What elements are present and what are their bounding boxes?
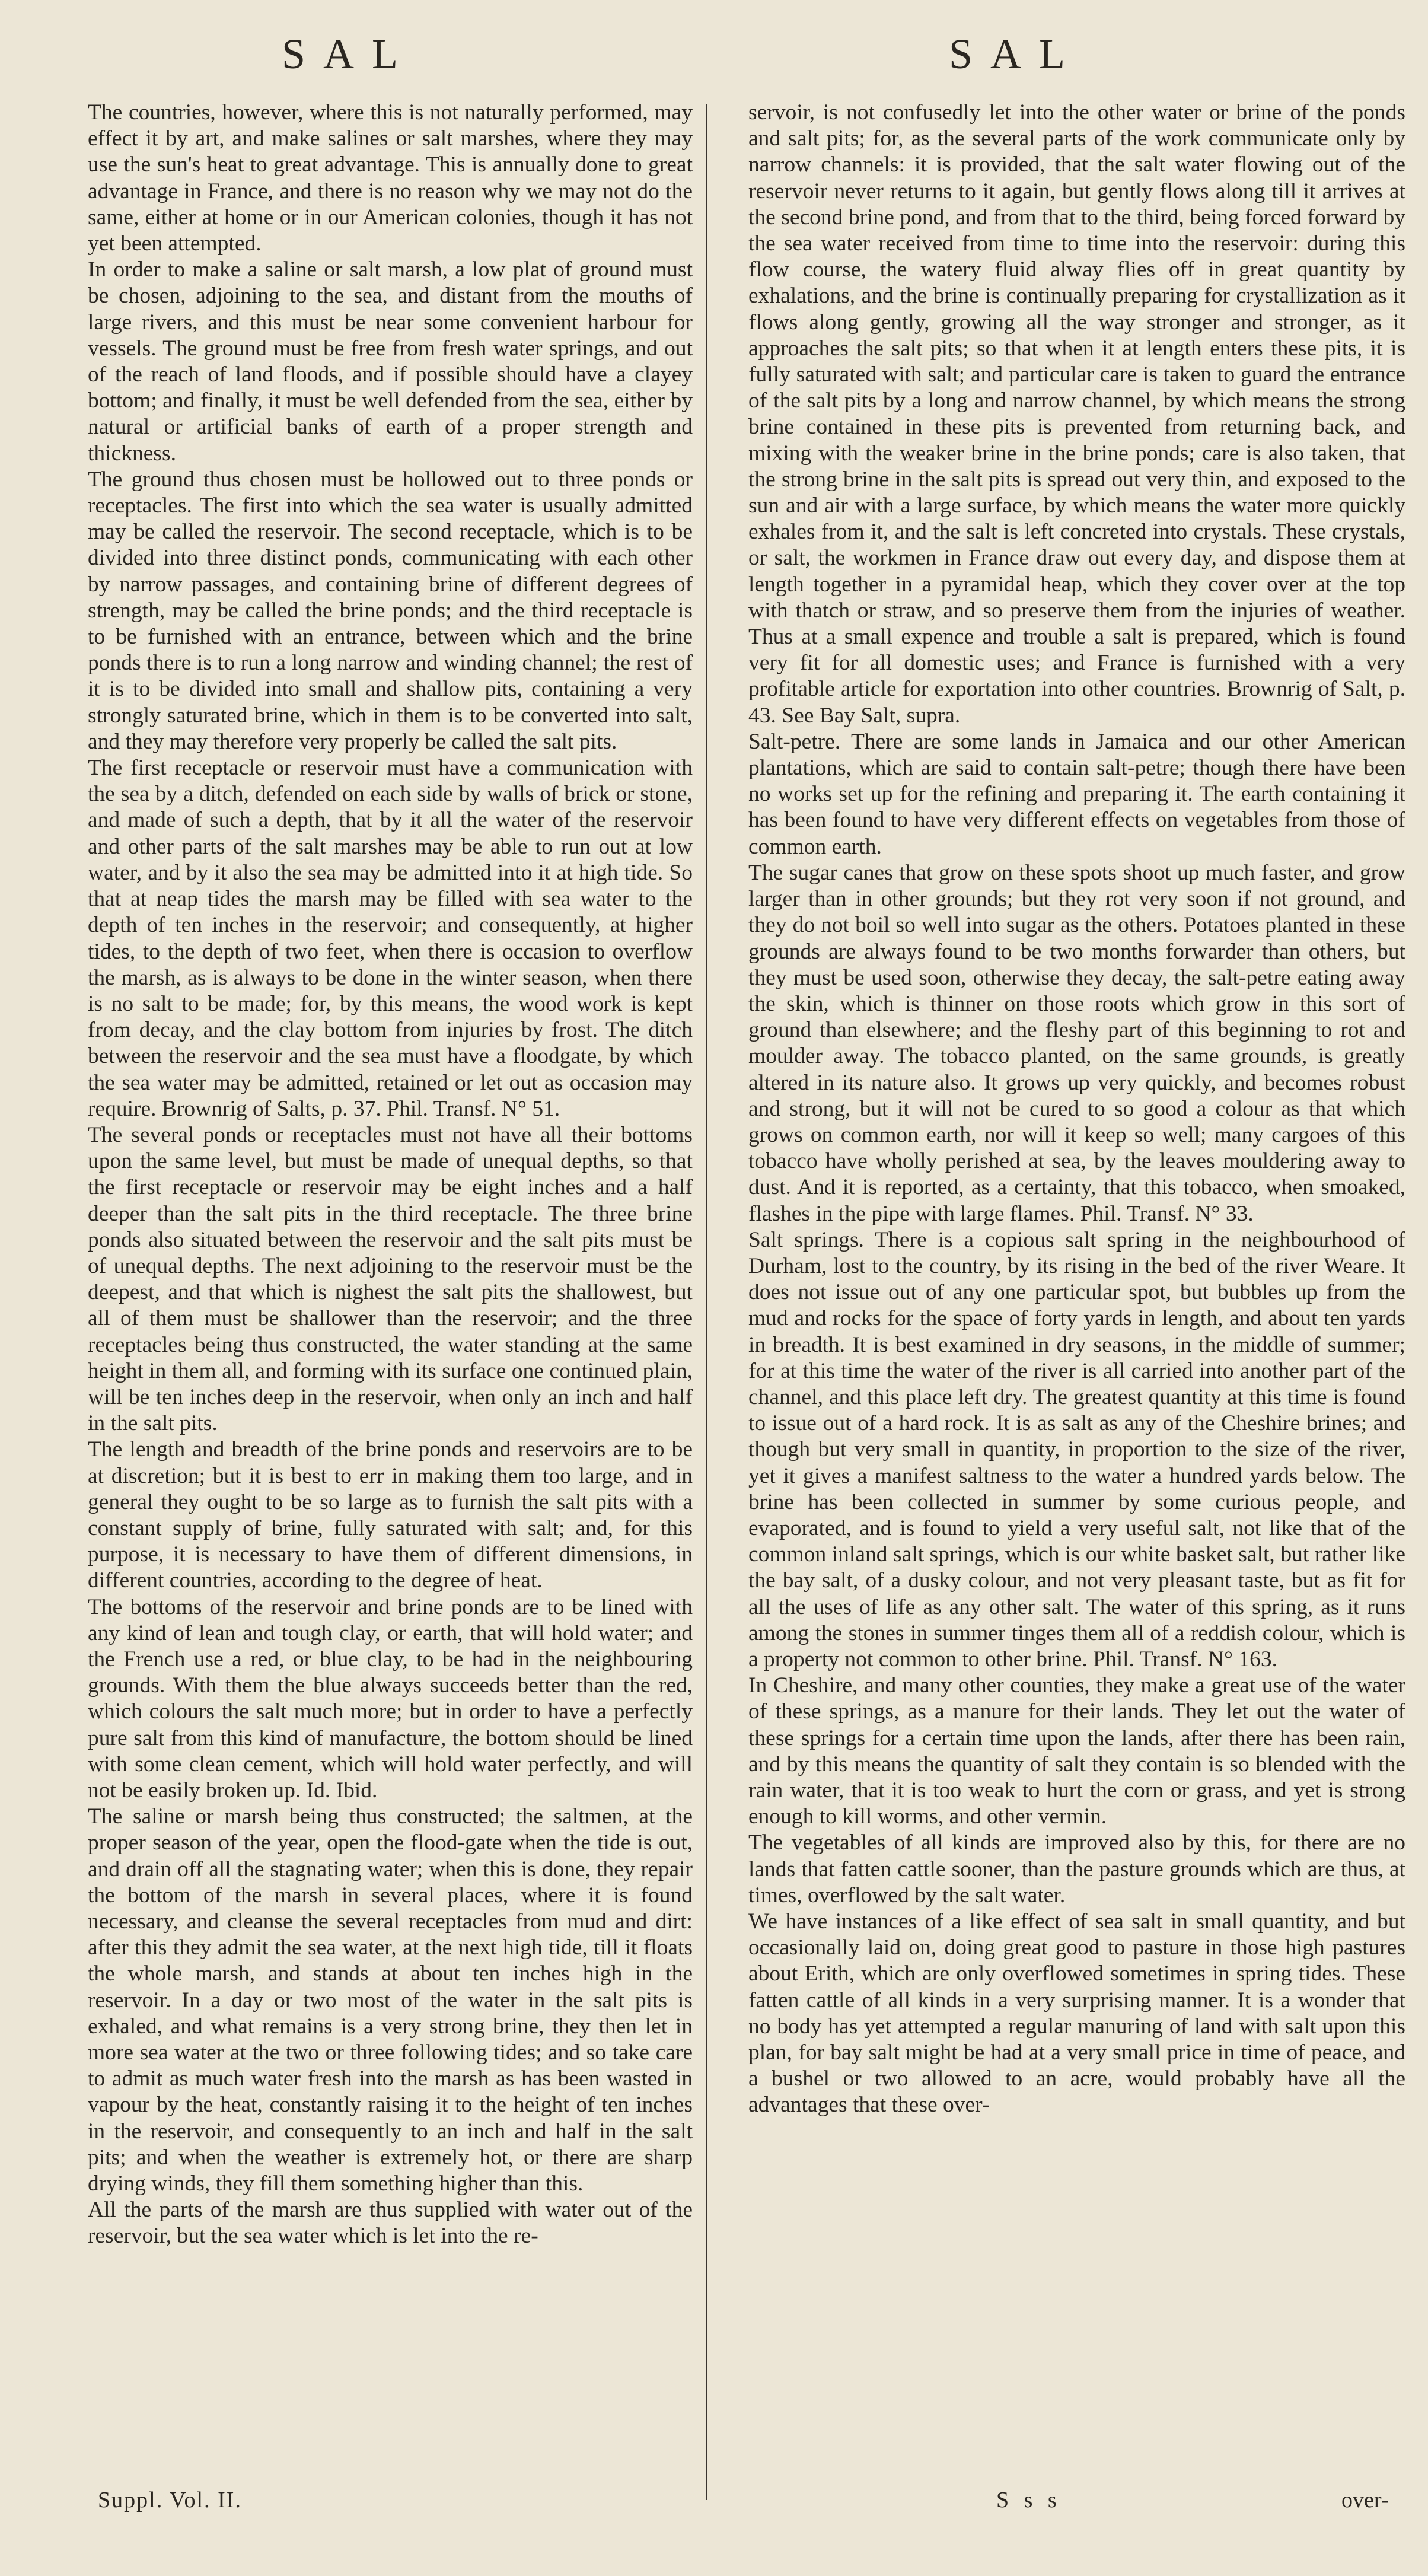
left-column: [88, 100, 693, 2466]
paragraph: We have instances of a like effect of sea salt in small quantity, and but occasionally laid on, doing great good to pasture in those high pastures about Erith, which are only overflowed sometimes in spring tides. These fatten cattle of all kinds in a very surprising manner. It is a wonder that no body has yet attempted a regular manuring of land with salt upon this plan, for bay salt might be had at a very small price in time of peace, and a bushel or two allowed to an acre, would probably have all the advantages that these over-: [748, 1909, 1405, 2118]
entry-salt-petre: Salt-petre. There are some lands in Jamaica and our other American plantations, which are said to contain salt-petre; though there have been no works set up for the refining and preparing it. The earth containing it has been found to have very different effects on vegetables from those of common earth.: [748, 729, 1405, 859]
paragraph: The bottoms of the reservoir and brine ponds are to be lined with any kind of lean and tough clay, or earth, that will hold water; and the French use a red, or blue clay, to be had in the neighbouring grounds. With them the blue always succeeds better than the red, which colours the salt much more; but in order to have a perfectly pure salt from this kind of manufacture, the bottom should be lined with some clean cement, which will hold water perfectly, and will not be easily broken up. Id. Ibid.: [88, 1594, 693, 1803]
paragraph: The length and breadth of the brine ponds and reservoirs are to be at discretion; but it is best to err in making them too large, and in general they ought to be so large as to furnish the salt pits with a constant supply of brine, fully saturated with salt; and, for this purpose, it is necessary to have them of different dimensions, in different countries, according to the degree of heat.: [88, 1437, 693, 1593]
paragraph: The saline or marsh being thus constructed; the saltmen, at the proper season of the year, open the flood-gate when the tide is out, and drain off all the stagnating water; when this is done, they repair the bottom of the marsh in several places, where it is found necessary, and cleanse the several receptacles from mud and dirt: after this they admit the sea water, at the next high tide, till it floats the whole marsh, and stands at about ten inches high in the reservoir. In a day or two most of the water in the salt pits is exhaled, and what remains is a very strong brine, they then let in more sea water at the two or three following tides; and so take care to admit as much water fresh into the marsh as has been wasted in vapour by the heat, constantly raising it to the height of ten inches in the reservoir, and consequently to an inch and half in the salt pits; and when the weather is extremely hot, or there are sharp drying winds, they fill them something higher than this.: [88, 1804, 693, 2196]
entry-salt-springs: Salt springs. There is a copious salt spring in the neighbourhood of Durham, lost to the country, by its rising in the bed of the river Weare. It does not issue out of any one particular spot, but bubbles up from the mud and rocks for the space of forty yards in length, and about ten yards in breadth. It is best examined in dry seasons, in the middle of summer; for at this time the water of the river is all carried into another part of the channel, and this place left dry. The greatest quantity at this time is found to issue out of a hard rock. It is as salt as any of the Cheshire brines; and though but very small in quantity, in proportion to the size of the river, yet it gives a manifest saltness to the water a hundred yards below. The brine has been collected in summer by some curious people, and evaporated, and is found to yield a very useful salt, not like that of the common inland salt springs, which is our white basket salt, but rather like the bay salt, of a dusky colour, and not very pleasant taste, but as fit for all the uses of life as any other salt. The water of this spring, as it runs among the stones in summer tinges them all of a reddish colour, which is a property not common to other brine. Phil. Transf. N° 163.: [748, 1227, 1405, 1671]
running-head-right: SAL: [949, 30, 1083, 78]
right-column: [748, 100, 1405, 2466]
paragraph: The ground thus chosen must be hollowed out to three ponds or receptacles. The first into which the sea water is usually admitted may be called the reservoir. The second receptacle, which is to be divided into three distinct ponds, communicating with each other by narrow passages, and containing brine of different degrees of strength, may be called the brine ponds; and the third receptacle is to be furnished with an entrance, between which and the brine ponds there is to run a long narrow and winding channel; the rest of it is to be divided into small and shallow pits, containing a very strongly saturated brine, which in them is to be converted into salt, and they may therefore very properly be called the salt pits.: [88, 467, 693, 754]
paragraph: The sugar canes that grow on these spots shoot up much faster, and grow larger than in other grounds; but they rot very soon if not ground, and they do not boil so well into sugar as the others. Potatoes planted in these grounds are always found to be two months forwarder than others, but they must be used soon, otherwise they decay, the salt-petre eating away the skin, which is thinner on those roots which grow in this sort of ground than elsewhere; and the fleshy part of this beginning to rot and moulder away. The tobacco planted, on the same grounds, is greatly altered in its nature also. It grows up very quickly, and becomes robust and strong, but it will not be cured to so good a colour as that which grows on common earth, nor will it keep so well; many cargoes of this tobacco have wholly perished at sea, by the leaves mouldering away to dust. And it is reported, as a certainty, that this tobacco, when smoaked, flashes in the pipe with large flames. Phil. Transf. N° 33.: [748, 860, 1405, 1226]
column-divider: [706, 104, 707, 2500]
footer-catchword: over-: [1341, 2488, 1389, 2513]
paragraph: In order to make a saline or salt marsh, a low plat of ground must be chosen, adjoining to the sea, and distant from the mouths of large rivers, and this must be near some convenient harbour for vessels. The ground must be free from fresh water springs, and out of the reach of land floods, and if possible should have a clayey bottom; and finally, it must be well defended from the sea, either by natural or artificial banks of earth of a proper strength and thickness.: [88, 257, 693, 466]
footer-signature: S s s: [996, 2488, 1062, 2513]
paragraph: The vegetables of all kinds are improved also by this, for there are no lands that fatten cattle sooner, than the pasture grounds which are thus, at times, overflowed by the salt water.: [748, 1830, 1405, 1908]
footer-volume: Suppl. Vol. II.: [98, 2488, 242, 2513]
running-head-left: SAL: [282, 30, 416, 78]
paragraph: The first receptacle or reservoir must have a communication with the sea by a ditch, defended on each side by walls of brick or stone, and made of such a depth, that by it all the water of the reservoir and other parts of the salt marshes may be able to run out at low water, and by it also the sea may be admitted into it at high tide. So that at neap tides the marsh may be filled with sea water to the depth of ten inches in the reservoir; and consequently, at higher tides, to the depth of two feet, when there is occasion to overflow the marsh, as is always to be done in the winter season, when there is no salt to be made; for, by this means, the wood work is kept from decay, and the clay bottom from injuries by frost. The ditch between the reservoir and the sea must have a floodgate, by which the sea water may be admitted, retained or let out as occasion may require. Brownrig of Salts, p. 37. Phil. Transf. N° 51.: [88, 756, 693, 1121]
paragraph: The countries, however, where this is not naturally performed, may effect it by art, and make salines or salt marshes, where they may use the sun's heat to great advantage. This is annually done to great advantage in France, and there is no reason why we may not do the same, either at home or in our American colonies, though it has not yet been attempted.: [88, 100, 693, 256]
paragraph: The several ponds or receptacles must not have all their bottoms upon the same level, but must be made of unequal depths, so that the first receptacle or reservoir may be eight inches and a half deeper than the salt pits in the third receptacle. The three brine ponds also situated between the reservoir and the salt pits must be of unequal depths. The next adjoining to the reservoir must be the deepest, and that which is nighest the salt pits the shallowest, but all of them must be shallower than the reservoir; and the three receptacles being thus constructed, the water standing at the same height in them all, and forming with its surface one continued plain, will be ten inches deep in the reservoir, when only an inch and half in the salt pits.: [88, 1122, 693, 1436]
paragraph: All the parts of the marsh are thus supplied with water out of the reservoir, but the sea water which is let into the re-: [88, 2198, 693, 2249]
paragraph: In Cheshire, and many other counties, they make a great use of the water of these springs, as a manure for their lands. They let out the water of these springs for a certain time upon the lands, after there has been rain, and by this means the quantity of salt they contain is so blended with the rain water, that it is too weak to hurt the corn or grass, and yet is strong enough to kill worms, and other vermin.: [748, 1673, 1405, 1829]
paragraph: servoir, is not confusedly let into the other water or brine of the ponds and salt pits; for, as the several parts of the work communicate only by narrow channels: it is provided, that the salt water flowing out of the reservoir never returns to it again, but gently flows along till it arrives at the second brine pond, and from that to the third, being forced forward by the sea water received from time to time into the reservoir: during this flow course, the watery fluid alway flies off in great quantity by exhalations, and the brine is continually preparing for crystallization as it flows along gently, growing all the way stronger and stronger, as it approaches the salt pits; so that when it at length enters these pits, it is fully saturated with salt; and particular care is taken to guard the entrance of the salt pits by a long and narrow channel, by which means the strong brine contained in these pits is prevented from returning back, and mixing with the weaker brine in the brine ponds; care is also taken, that the strong brine in the salt pits is spread out very thin, and exposed to the sun and air with a large surface, by which means the water more quickly exhales from it, and the salt is left concreted into crystals. These crystals, or salt, the workmen in France draw out every day, and dispose them at length together in a pyramidal heap, which they cover over at the top with thatch or straw, and so preserve them from the injuries of weather. Thus at a small expence and trouble a salt is prepared, which is found very fit for all domestic uses; and France is furnished with a very profitable article for exportation into other countries. Brownrig of Salt, p. 43. See Bay Salt, supra.: [748, 100, 1405, 728]
